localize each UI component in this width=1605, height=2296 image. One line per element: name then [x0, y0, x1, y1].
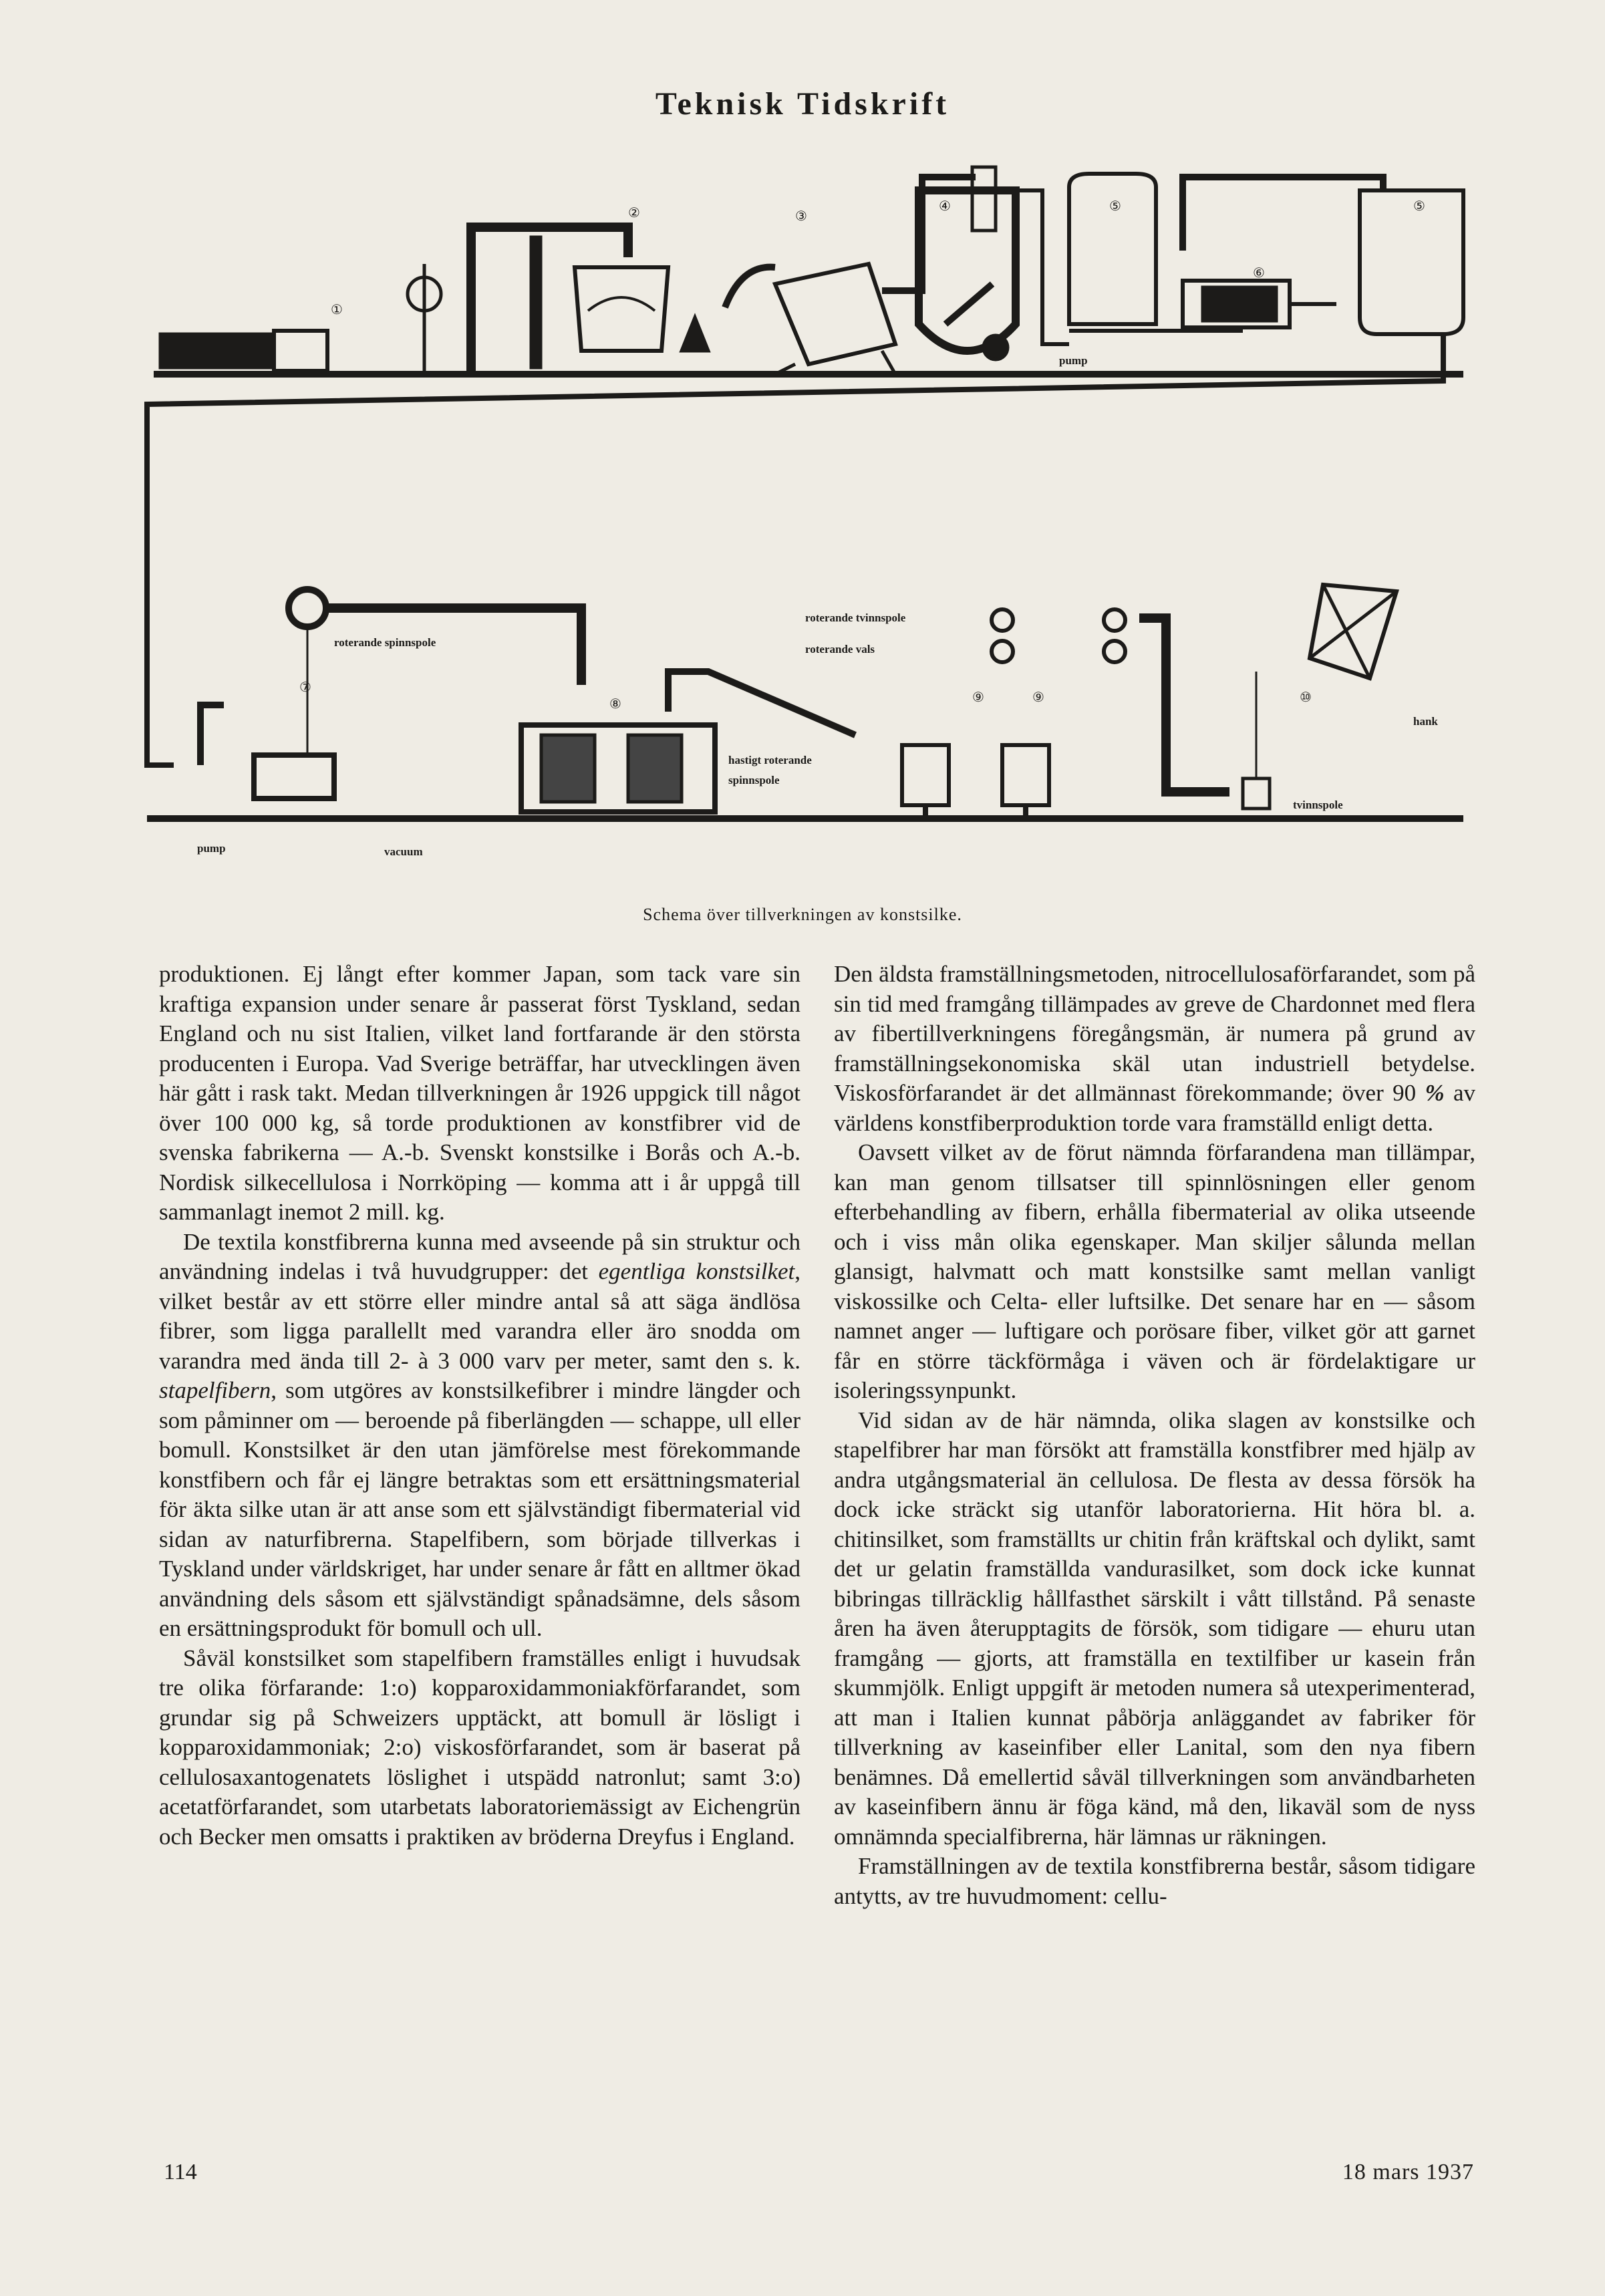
label-roterande-vals: roterande vals [805, 643, 875, 656]
roterande-tvinnspole [992, 609, 1013, 631]
label-roterande-spinnspole: roterande spinnspole [334, 636, 436, 649]
chain-2 [531, 237, 541, 368]
fig-number-4: ④ [939, 199, 951, 214]
label-tvinnspole: tvinnspole [1293, 799, 1343, 811]
label-roterande-tvinnspole: roterande tvinnspole [805, 611, 906, 624]
label-spinnspole: spinnspole [728, 774, 780, 786]
label-pump-bottom: pump [197, 842, 226, 855]
churn-3 [775, 264, 895, 364]
page-number: 114 [164, 2160, 197, 2184]
roterande-vals [992, 641, 1013, 662]
fig-number-1: ① [331, 303, 343, 317]
process-diagram-svg [134, 150, 1470, 885]
paragraph: Den äldsta framställningsmetoden, nitrocellulosaförfarandet, som på sin tid med framgång tillämpades av greve de Chardonnet med flera av fibertillverkningens föregångsmän, är numera på grund av framställningsekonomiska skäl utan industriell betydelse. Viskosförfarandet är det allmännast förekommande; över 90 % av världens konstfiberproduktion torde vara framställd enligt detta. [834, 961, 1476, 1136]
arrow-to-tvinnspole [1139, 618, 1229, 792]
issue-date: 18 mars 1937 [1342, 2160, 1474, 2184]
label-hank: hank [1413, 715, 1438, 728]
fig-number-2: ② [628, 206, 640, 221]
process-diagram [134, 150, 1470, 885]
term-stapelfibern: stapelfibern [159, 1377, 271, 1403]
pot-9b [1002, 745, 1049, 805]
arrow-2-3 [725, 267, 775, 307]
spinnspole-7 [289, 589, 326, 627]
paragraph: Framställningen av de textila konstfibrerna består, såsom tidigare antytts, av tre huvudmoment: cellu- [834, 1853, 1475, 1909]
paragraph: Oavsett vilket av de förut nämnda förfarandena man tillämpar, kan man genom tillsatser till spinnlösningen eller genom efterbehandling av fibern, erhålla fibermaterial av olika utseende och i viss mån olika egenskaper. Man skiljer sålunda mellan glansigt, halvmatt och matt konstsilke samt mellan vanligt viskossilke och Celta- eller luftsilke. Det senare har en — såsom namnet anger — luftigare och porösare fiber, vilket gör att garnet får en större täckförmåga i väven och är fördelaktigare ur isoleringssynpunkt. [834, 1139, 1475, 1403]
tvinnspole [1243, 778, 1270, 809]
shredder-1-housing [274, 331, 327, 371]
paragraph: De textila konstfibrerna kunna med avseende på sin struktur och användning indelas i två huvudgrupper: det egentliga konstsilket, vilket består av ett större eller mindre antal så att säga ändlösa fibrer, som ligga parallellt med varandra eller äro snodda om varandra med ända till 2- à 3 000 varv per meter, samt den s. k. stapelfibern, som utgöres av konstsilkefibrer i mindre längder och som påminner om — beroende på fiberlängden — schappe, ull eller bomull. Konstsilket är den utan jämförelse mest förekommande konstfibern och får ej längre betraktas som ett ersättningsmaterial för äkta silke utan är att anse som ett självständigt fibermaterial vid sidan av naturfibrerna. Stapelfibern, som började tillverkas i Tyskland under världskriget, har under senare år fått en alltmer ökad användning dels såsom ett självständigt spånadsämne, dels såsom en ersättningsprodukt för bomull och ull. [159, 1228, 801, 1641]
return-pipe [147, 334, 1443, 765]
label-vacuum: vacuum [384, 845, 423, 858]
hank-10 [1310, 585, 1397, 678]
pipe-6-5 [1183, 177, 1383, 251]
journal-header [0, 86, 1605, 122]
dosing-vessel [972, 167, 996, 231]
tank-5a [1069, 174, 1156, 324]
percent-sign: % [1425, 1080, 1445, 1106]
pot-9a [902, 745, 949, 805]
fig-number-7: ⑦ [299, 680, 311, 695]
figure-caption: Schema över tillverkningen av konstsilke. [643, 905, 962, 924]
paragraph: produktionen. Ej långt efter kommer Japan, som tack vare sin kraftiga expansion under senare år passerat först Tyskland, sedan England och nu sist Italien, vilket land fortfarande är den största producenten i Europa. Vad Sverige beträffar, har utvecklingen även här gått i rask takt. Medan tillverkningen år 1926 uppgick till något över 100 000 kg, så torde produktionen av konstfibrer vid de svenska fabrikerna — A.-b. Svenskt konstsilke i Borås och A.-b. Nordisk silkecellulosa i Norrköping — komma att i år uppgå till sammanlagt inemot 2 mill. kg. [159, 961, 800, 1225]
label-hastigt-roterande: hastigt roterande [728, 754, 812, 766]
paragraph: Såväl konstsilket som stapelfibern framställes enligt i huvudsak tre olika förfarande: 1:o) kopparoxidammoniakförfarandet, som grundar sig på Schweizers upptäckt, att bomull är lösligt i kopparoxidammoniak; 2:o) viskosförfarandet, som är baserat på cellulosaxantogenatets löslighet i utspädd natronlut; samt 3:o) acetatförfarandet, som utarbetats laboratoriemässigt av Eichengrün och Becker men omsatts i praktiken av bröderna Dreyfus i England. [159, 1644, 800, 1850]
fig-number-8: ⑧ [609, 697, 621, 712]
fig-number-5a: ⑤ [1109, 199, 1121, 214]
fig-number-3: ③ [795, 209, 807, 224]
journal-title-text: Teknisk Tidskrift [655, 86, 950, 122]
bath-7 [254, 755, 334, 799]
pump-top [984, 335, 1008, 360]
label-pump-top: pump [1059, 354, 1088, 367]
term-egentliga-konstsilket: egentliga konstsilket [598, 1258, 795, 1284]
fig-number-9b: ⑨ [1032, 690, 1044, 705]
tank-5b [1360, 190, 1463, 334]
fig-number-5b: ⑤ [1413, 199, 1425, 214]
shredder-1 [160, 334, 274, 368]
paragraph: Vid sidan av de här nämnda, olika slagen av konstsilke och stapelfibrer har man försökt att framställa konstfibrer med hjälp av andra utgångsmaterial än cellulosa. De flesta av dessa försök ha dock icke sträckt sig utanför laboratorierna. Hit höra bl. a. chitinsilket, som framställts ur chitin från kräftskal och dylikt, samt det ur gelatin framställda vandurasilket, som dock icke kunnat bibringas tillräcklig hållfasthet särskilt i vått tillstånd. På senaste åren ha även återupptagits de försök, som tidigare — ehuru utan framgång — gjorts, att framställa en textilfiber ur kasein från skummjölk. Enligt uppgift är metoden numera så utexperimenterad, att man i Italien kunnat påbörja anläggandet av fabriker för tillverkning av kaseinfiber eller Lanital, som den nya fibern benämnes. Då emellertid såväl tillverkningen som användbarheten av kaseinfibern ännu är föga känd, må den, likaväl som de nyss omnämnda specialfibrerna, här lämnas ur räkningen. [834, 1407, 1475, 1850]
right-column [834, 960, 1475, 1911]
fig-number-9a: ⑨ [972, 690, 984, 705]
left-column [159, 960, 800, 1852]
fig-number-6: ⑥ [1253, 266, 1265, 281]
fig-number-10: ⑩ [1300, 690, 1312, 705]
tank-4 [919, 190, 1016, 351]
